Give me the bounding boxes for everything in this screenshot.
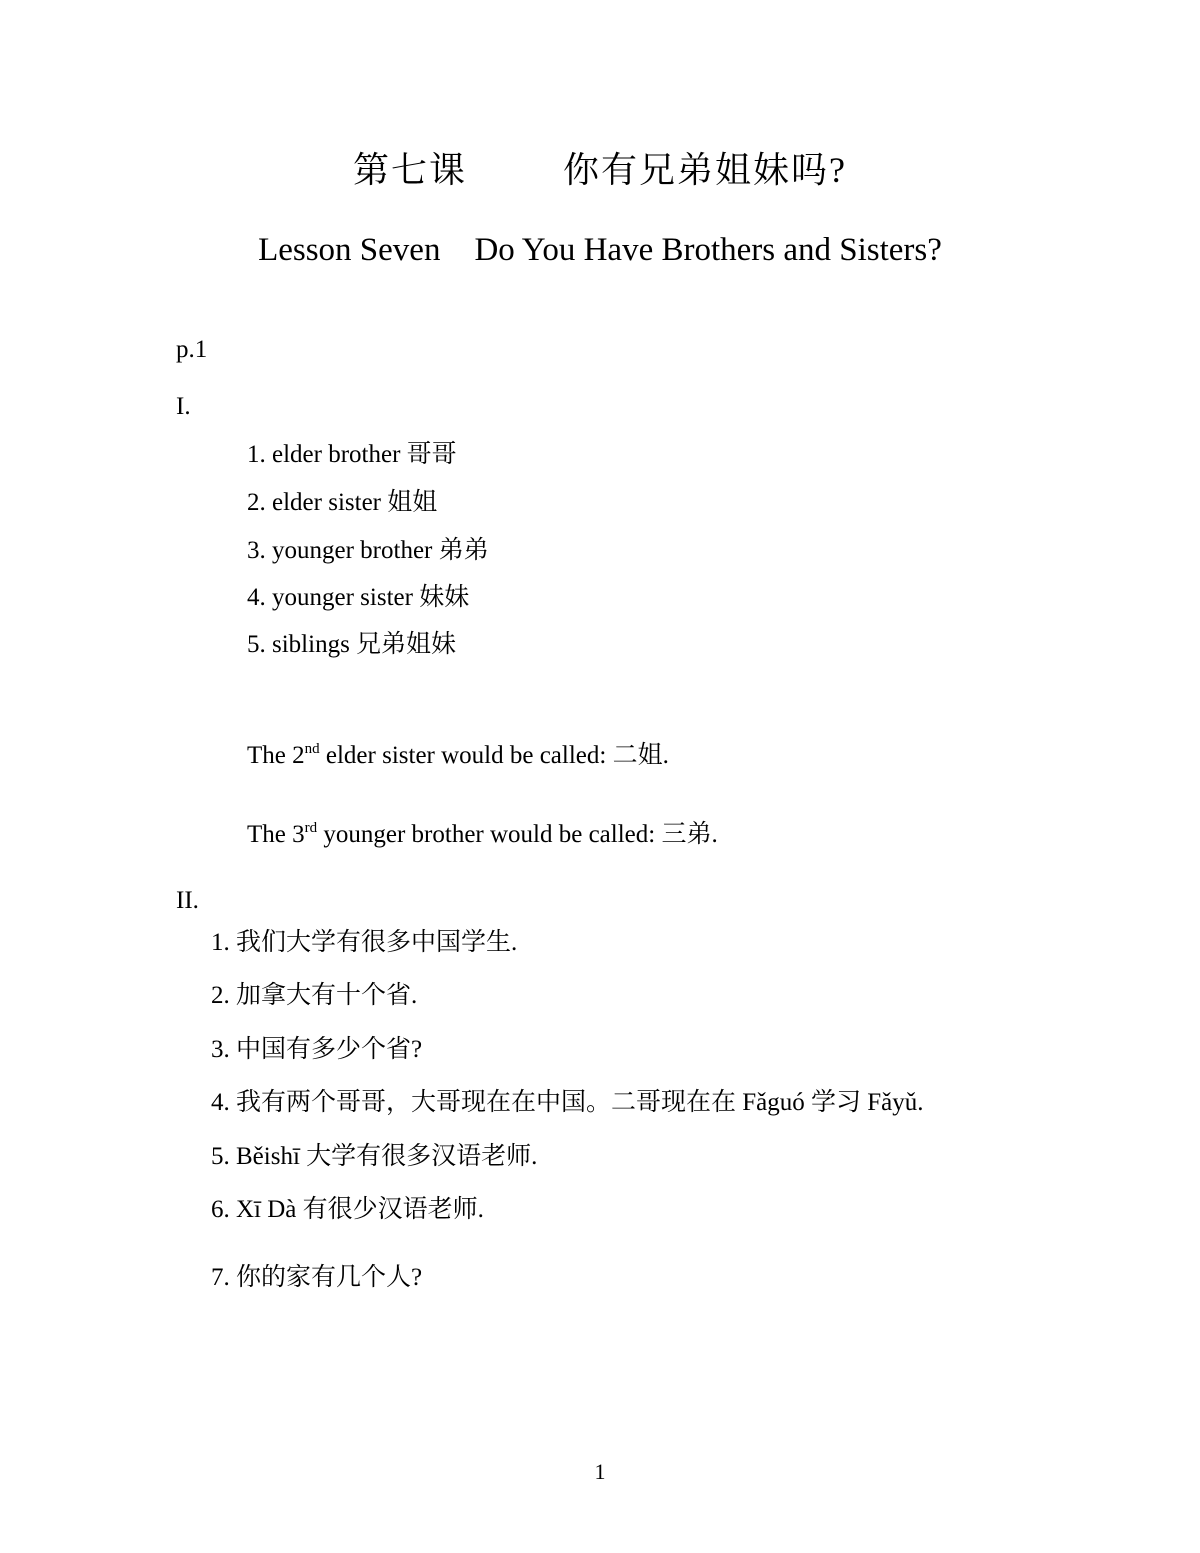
translation-item: 7. 你的家有几个人?: [211, 1264, 423, 1291]
translation-item: 3. 中国有多少个省?: [211, 1036, 423, 1063]
vocab-item-younger-brother: 3. younger brother 弟弟: [247, 537, 489, 564]
lesson-number-chinese: 第七课: [353, 150, 468, 190]
page-title-english: [0, 232, 1200, 269]
translation-item: 5. Běishī 大学有很多汉语老师.: [211, 1143, 538, 1170]
vocab-item-siblings: 5. siblings 兄弟姐妹: [247, 631, 457, 658]
page-title-chinese: [0, 142, 1200, 193]
lesson-title-chinese: 你有兄弟姐妹吗?: [563, 150, 847, 190]
translation-item: 2. 加拿大有十个省.: [211, 982, 418, 1009]
note-second-elder-sister: The 2nd elder sister would be called: 二姐.: [247, 741, 669, 769]
section-two-label: II.: [176, 887, 199, 914]
page-reference: p.1: [176, 336, 208, 363]
lesson-title-english: Do You Have Brothers and Sisters?: [474, 232, 942, 268]
vocab-item-elder-brother: 1. elder brother 哥哥: [247, 441, 457, 468]
note-third-younger-brother: The 3rd younger brother would be called: 三弟.: [247, 820, 718, 848]
translation-item: 6. Xī Dà 有很少汉语老师.: [211, 1196, 484, 1223]
lesson-number-english: Lesson Seven: [258, 232, 441, 268]
vocab-item-younger-sister: 4. younger sister 妹妹: [247, 584, 470, 611]
translation-item: 4. 我有两个哥哥，大哥现在在中国。二哥现在在 Fǎguó 学习 Fǎyǔ.: [211, 1089, 924, 1116]
vocab-item-elder-sister: 2. elder sister 姐姐: [247, 489, 438, 516]
section-one-label: I.: [176, 393, 191, 420]
page-number: 1: [594, 1459, 606, 1484]
translation-item: 1. 我们大学有很多中国学生.: [211, 929, 518, 956]
